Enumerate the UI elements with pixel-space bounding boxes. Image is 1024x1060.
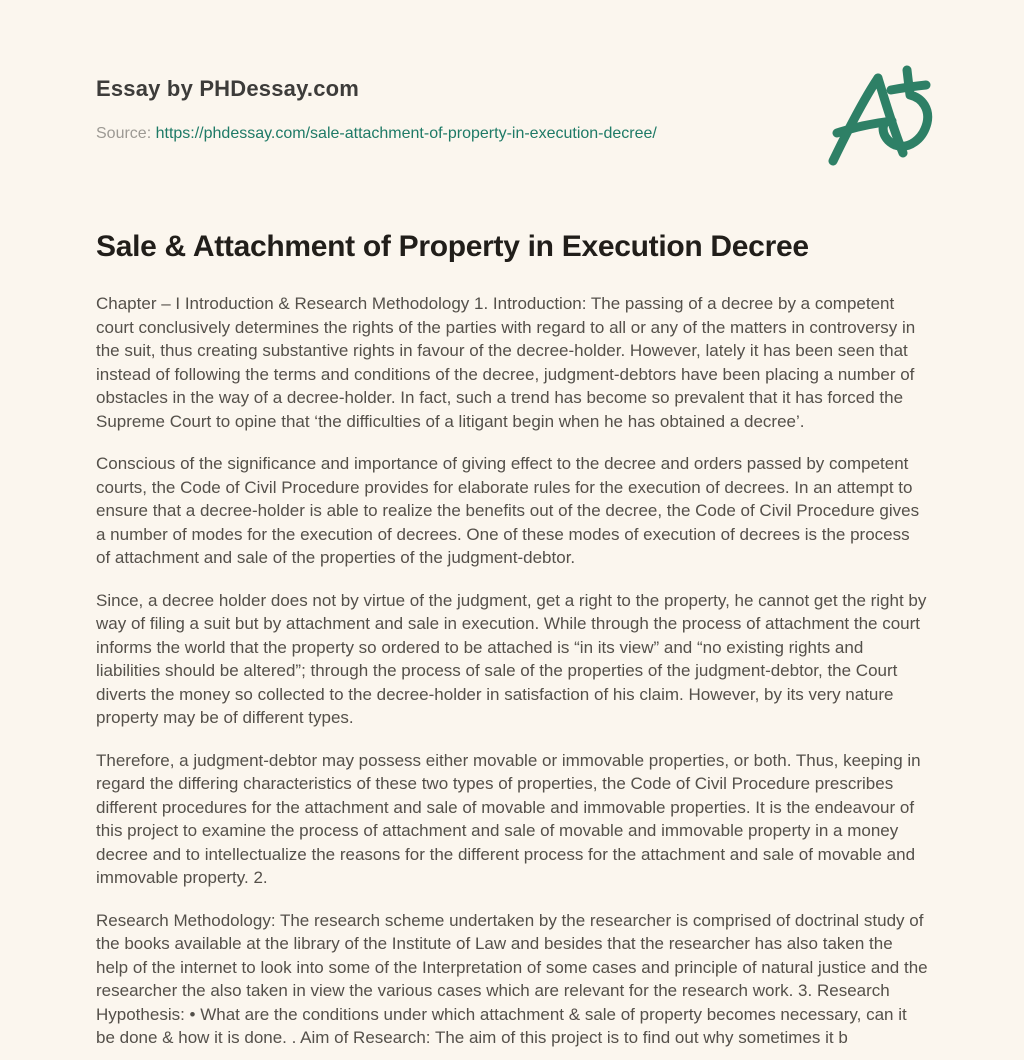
essay-paragraph: Conscious of the significance and importance of giving effect to the decree and orders passed by competent courts, the Code of Civil Procedure provides for elaborate rules for the execution of decrees. In an attempt to ensure that a decree-holder is able to realize the benefits out of the decree, the Code of Civil Procedure gives a number of modes for the execution of decrees. One of these modes of execution of decrees is the process of attachment and sale of the properties of the judgment-debtor. [96,454,920,567]
essay-paragraph: Therefore, a judgment-debtor may possess either movable or immovable properties, or both. Thus, keeping in regard the differing characteristics of these two types of properties, the Code of Civil Procedure prescribes different procedures for the attachment and sale of movable and immovable properties. It is the endeavour of this project to examine the process of attachment and sale of movable and immovable property in a money decree and to intellectualize the reasons for the different process for the attachment and sale of movable and immovable property. 2. [96,750,921,887]
essay-page [96,0,928,1050]
essay-paragraph: Chapter – I Introduction & Research Methodology 1. Introduction: The passing of a decree by a competent court conclusively determines the rights of the parties with regard to all or any of the matters in controversy in the suit, thus creating substantive rights in favour of the decree-holder. However, lately it has been seen that instead of following the terms and conditions of the decree, judgment-debtors have been placing a number of obstacles in the way of a decree-holder. In fact, such a trend has become so prevalent that it has forced the Supreme Court to opine that ‘the difficulties of a litigant begin when he has obtained a decree’. [96,294,916,431]
essay-paragraph: Since, a decree holder does not by virtue of the judgment, get a right to the property, he cannot get the right by way of filing a suit but by attachment and sale in execution. While through the process of attachment the court informs the world that the property so ordered to be attached is “in its view” and “no existing rights and liabilities should be altered”; through the process of sale of the properties of the judgment-debtor, the Court diverts the money so collected to the decree-holder in satisfaction of his claim. However, by its very nature property may be of different types. [96,590,927,727]
source-url-link[interactable]: https://phdessay.com/sale-attachment-of-property-in-execution-decree/ [155,125,657,142]
essay-paragraph: Research Methodology: The research scheme undertaken by the researcher is comprised of doctrinal study of the books available at the library of the Institute of Law and besides that the researcher has also taken the help of the internet to look into some of the Interpretation of some cases and principle of natural justice and the researcher the also taken in view the various cases which are relevant for the research work. 3. Research Hypothesis: • What are the conditions under which attachment & sale of property becomes necessary, can it be done & how it is done. . Aim of Research: The aim of this project is to find out why sometimes it b [96,910,928,1047]
a-plus-handwritten-logo-icon [828,64,940,174]
essay-body [96,292,928,1050]
page-title: Sale & Attachment of Property in Execution Decree [96,230,809,263]
brand-heading: Essay by PHDessay.com [96,76,360,101]
source-row [96,124,928,144]
source-label: Source: [96,125,152,142]
